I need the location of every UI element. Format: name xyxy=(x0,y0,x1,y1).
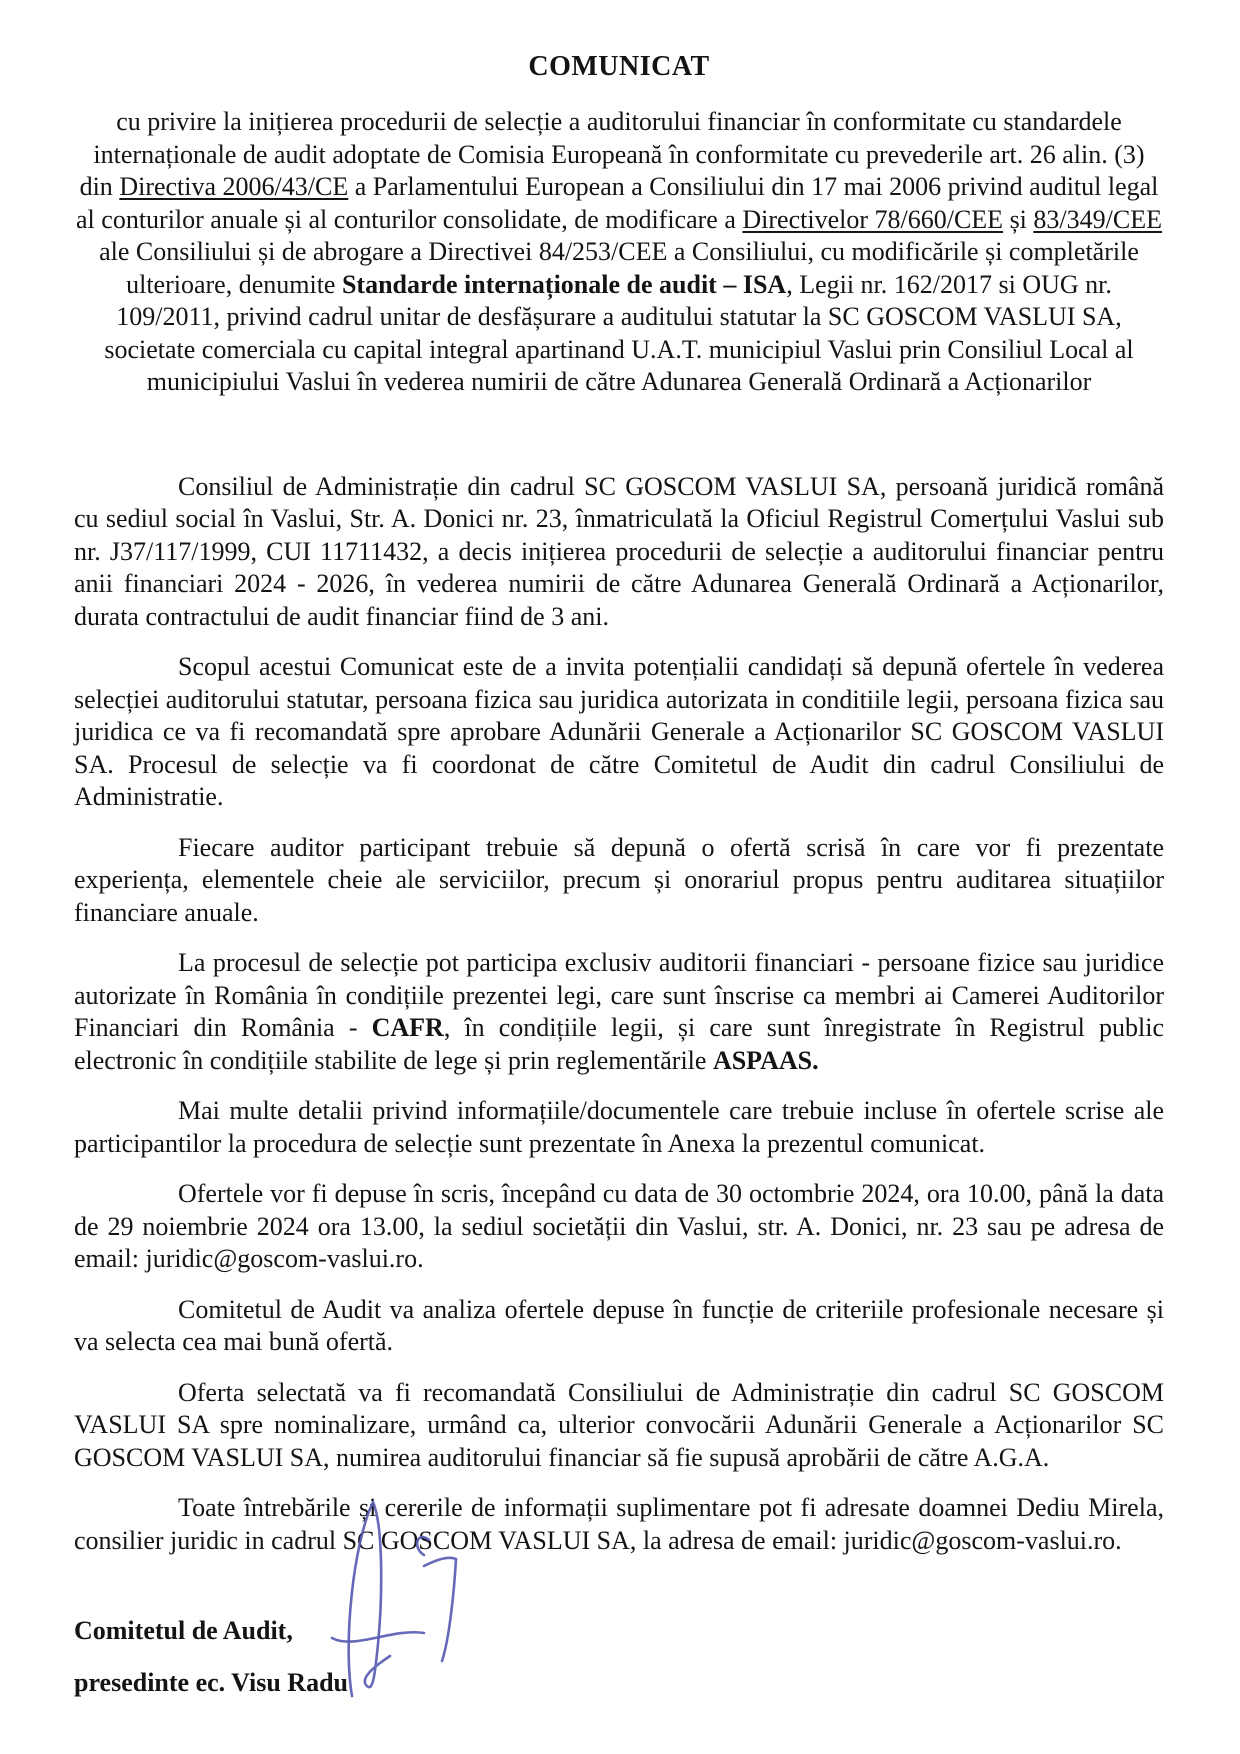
text-run: Ofertele vor fi depuse în scris, începând cu data de 30 octombrie 2024, ora 10.00, până la data de 29 noiembrie 2024 ora 13.00, la sediul societății din Vaslui, str. A. Donici, nr. 23 sau pe adresa de email: juridic@goscom-vaslui.ro. xyxy=(74,1179,1164,1273)
document-title: COMUNICAT xyxy=(528,51,710,82)
text-run: și xyxy=(1003,204,1034,234)
body-paragraph xyxy=(74,947,1164,1077)
body-paragraph xyxy=(74,1377,1164,1475)
body-paragraph xyxy=(74,1294,1164,1359)
text-run: Mai multe detalii privind informațiile/documentele care trebuie incluse în ofertele scrise ale participantilor la procedura de selecție sunt prezentate în Anexa la prezentul comunicat. xyxy=(74,1096,1164,1158)
text-run: Fiecare auditor participant trebuie să depună o ofertă scrisă în care vor fi prezentate experiența, elementele cheie ale serviciilor, precum și onorariul propus pentru auditarea situațiilor financiare anuale. xyxy=(74,832,1164,927)
text-run: La procesul de selecție pot participa exclusiv auditorii financiari - persoane fizice sau juridice autorizate în România în condițiile prezentei legi, care sunt înscrise ca membri ai Camerei Auditorilor Financiari din România - xyxy=(74,948,1164,1042)
text-run: Standarde internaționale de audit – ISA xyxy=(341,269,787,299)
signature-president-label: presedinte ec. Visu Radu xyxy=(74,1668,348,1697)
body-paragraph xyxy=(74,471,1164,634)
text-run: Directivelor 78/660/CEE xyxy=(742,204,1004,234)
text-run: , Legii nr. 162/2017 si OUG nr. 109/2011, privind cadrul unitar de desfășurare a auditului statutar la SC GOSCOM VASLUI SA, societate comerciala cu capital integral apartinand U.A.T. municipiul Vaslui prin Consiliul Local al municipiului Vaslui în vederea numirii de către Adunarea Generală Ordinară a Acționarilor xyxy=(104,269,1134,396)
document-body xyxy=(74,471,1164,1558)
text-run: Comitetul de Audit va analiza ofertele depuse în funcție de criteriile profesionale necesare și va selecta cea mai bună ofertă. xyxy=(74,1294,1164,1356)
text-run: Directiva 2006/43/CE xyxy=(119,172,349,201)
body-paragraph xyxy=(74,1492,1164,1557)
text-run: Oferta selectată va fi recomandată Consiliului de Administrație din cadrul SC GOSCOM VASLUI SA spre nominalizare, urmând ca, ulterior convocării Adunării Generale a Acționarilor SC GOSCOM VASLUI SA, numirea auditorului financiar să fie supusă aprobării de către A.G.A. xyxy=(74,1377,1164,1472)
body-paragraph xyxy=(74,1095,1164,1160)
text-run: ASPAAS. xyxy=(712,1045,819,1075)
signature-committee-label: Comitetul de Audit, xyxy=(74,1616,293,1645)
subject-paragraph xyxy=(74,106,1164,399)
text-run: cu privire la inițierea procedurii de selecție a auditorului financiar în conformitate cu standardele internaționale de audit adoptate de Comisia Europeană în conformitate cu prevederile art. 26 alin. (3) din xyxy=(79,107,1145,201)
handwritten-signature-icon xyxy=(328,1492,462,1700)
text-run: CAFR xyxy=(371,1013,444,1042)
text-run: 83/349/CEE xyxy=(1033,204,1162,234)
signature-block xyxy=(74,1615,1164,1699)
text-run: , în condițiile legii, și care sunt înregistrate în Registrul public electronic în condițiile stabilite de lege și prin reglementările xyxy=(74,1013,1164,1075)
text-run: Toate întrebările și cererile de informații suplimentare pot fi adresate doamnei Dediu Mirela, consilier juridic in cadrul SC GOSCOM VASLUI SA, la adresa de email: juridic@goscom-vaslui.ro. xyxy=(74,1493,1164,1555)
body-paragraph xyxy=(74,832,1164,930)
text-run: ale Consiliului și de abrogare a Directivei 84/253/CEE a Consiliului, cu modificările și completările ulterioare, denumite xyxy=(99,237,1139,299)
text-run: a Parlamentului European a Consiliului din 17 mai 2006 privind auditul legal al conturilor anuale și al conturilor consolidate, de modificare a xyxy=(76,172,1159,234)
body-paragraph xyxy=(74,651,1164,814)
body-paragraph xyxy=(74,1178,1164,1276)
text-run: Consiliul de Administrație din cadrul SC GOSCOM VASLUI SA, persoană juridică română cu sediul social în Vaslui, Str. A. Donici nr. 23, înmatriculată la Oficiul Registrul Comerțului Vaslui sub nr. J37/117/1999, CUI 11711432, a decis inițierea procedurii de selecție a auditorului financiar pentru anii financiari 2024 - 2026, în vederea numirii de către Adunarea Generală Ordinară a Acționarilor, durata contractului de audit financiar fiind de 3 ani. xyxy=(74,471,1164,631)
text-run: Scopul acestui Comunicat este de a invita potențialii candidați să depună ofertele în vederea selecției auditorului statutar, persoana fizica sau juridica autorizata in conditiile legii, persoana fizica sau juridica ce va fi recomandată spre aprobare Adunării Generale a Acționarilor SC GOSCOM VASLUI SA. Procesul de selecție va fi coordonat de către Comitetul de Audit din cadrul Consiliului de Administratie. xyxy=(74,652,1164,811)
